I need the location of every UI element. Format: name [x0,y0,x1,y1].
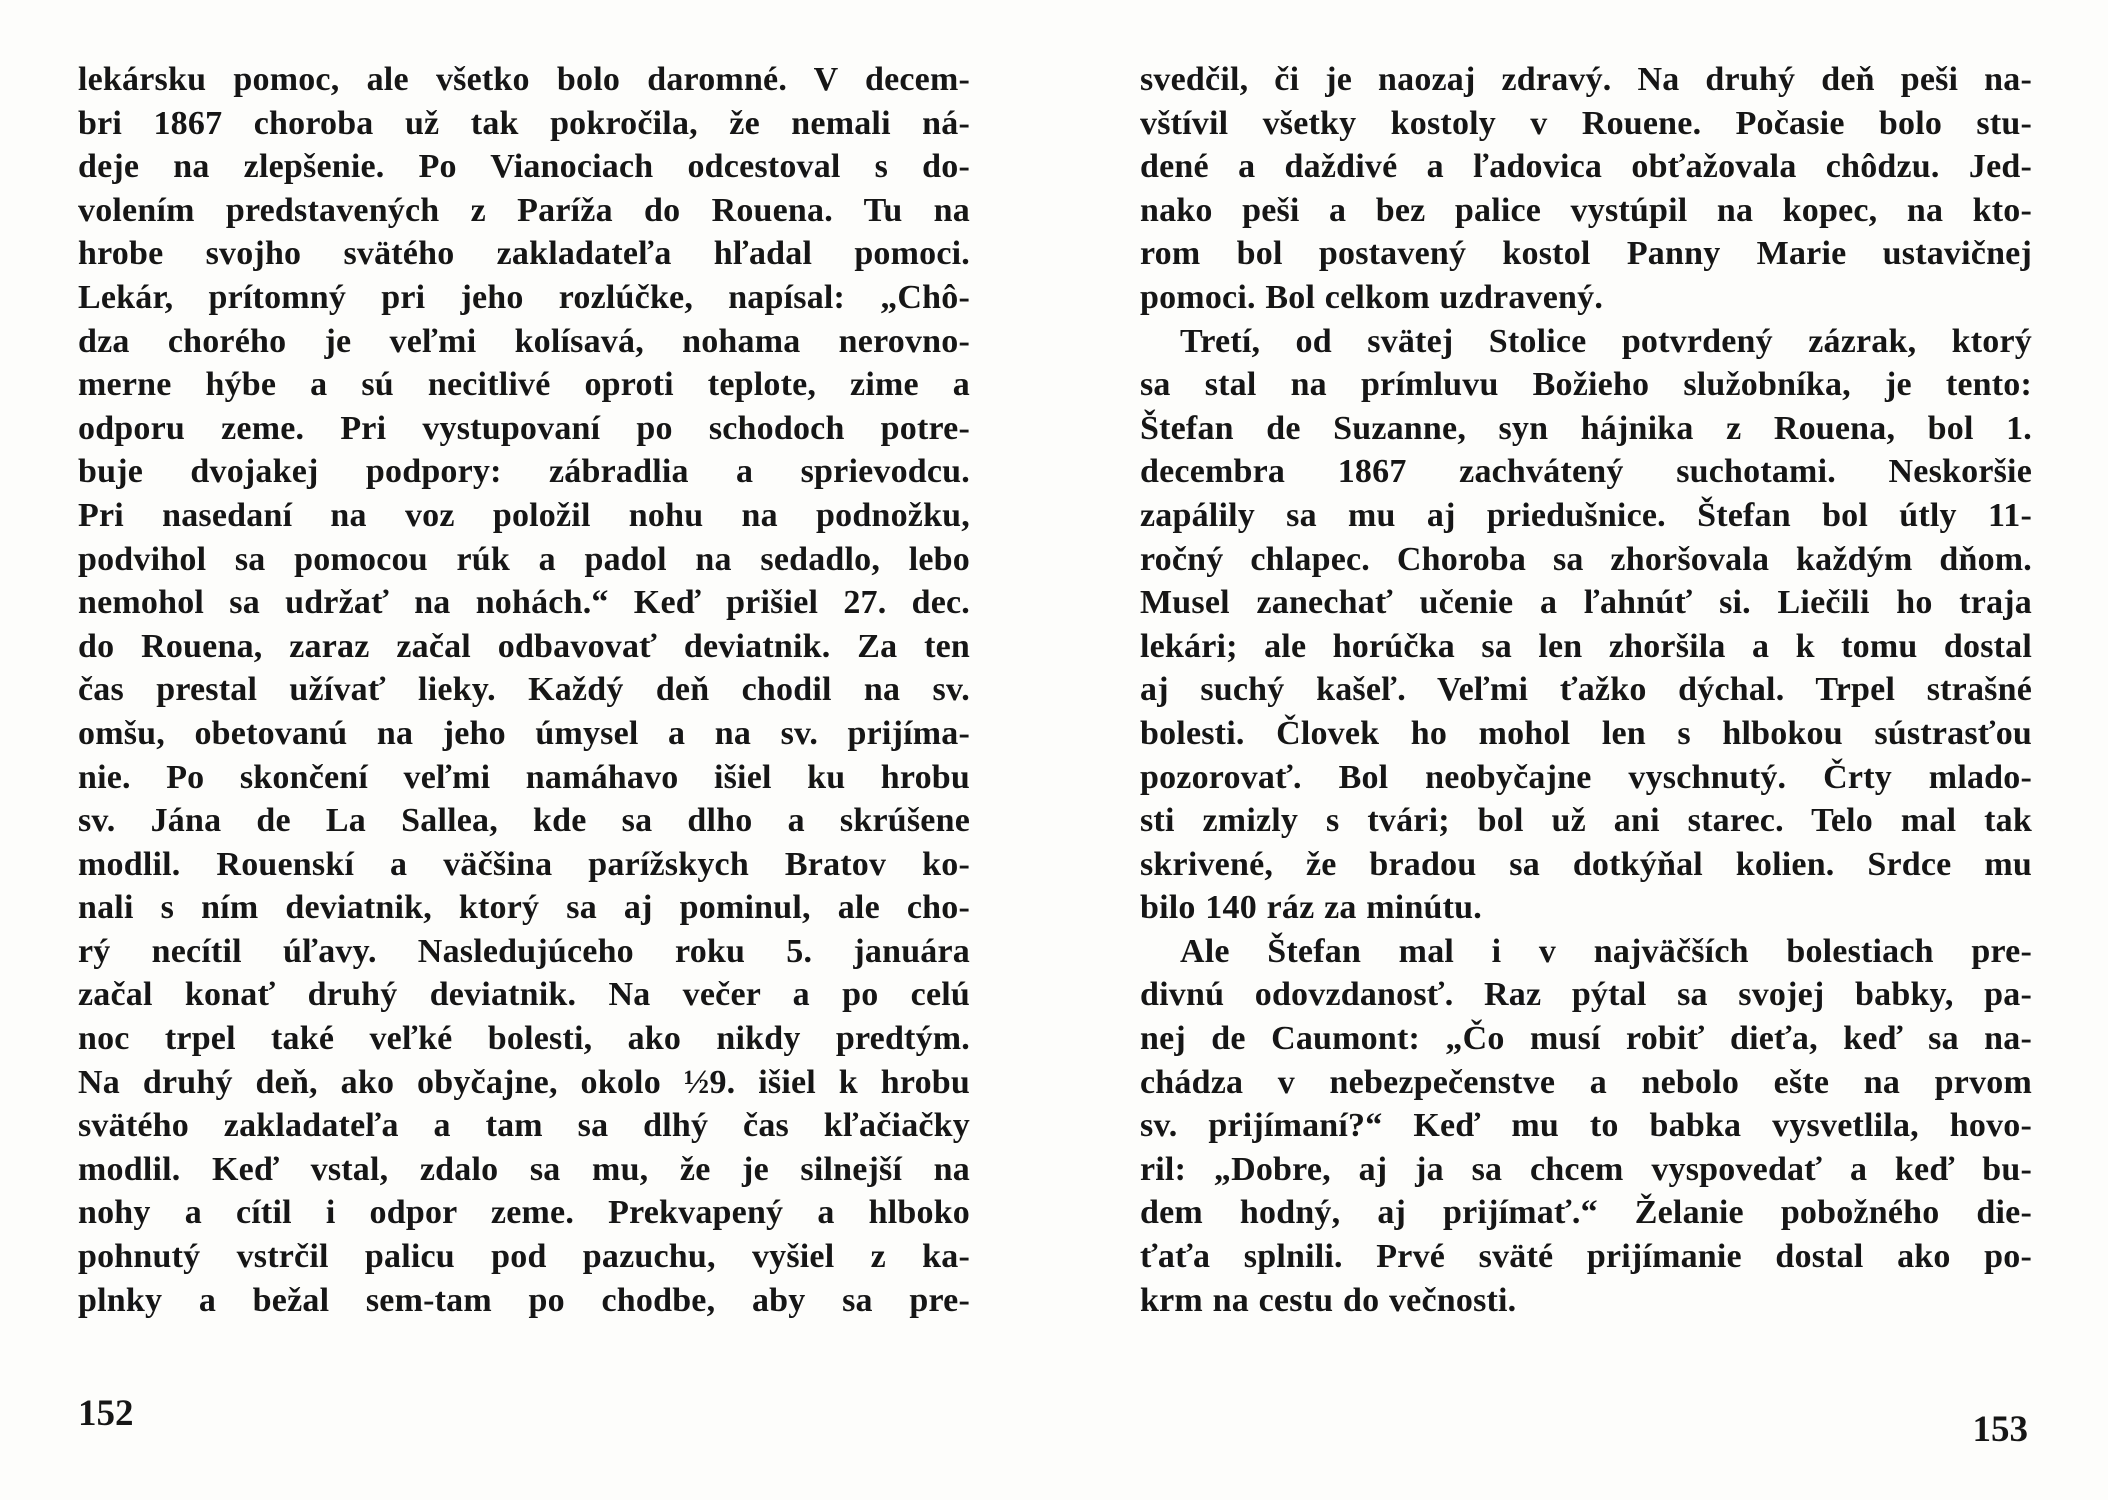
text-line: buje dvojakej podpory: zábradlia a sprievodcu. [78,453,970,491]
text-line: plnky a bežal sem-tam po chodbe, aby sa pre- [78,1281,970,1319]
text-line: vštívil všetky kostoly v Rouene. Počasie bolo stu- [1140,104,2032,142]
text-line: modlil. Keď vstal, zdalo sa mu, že je silnejší na [78,1150,970,1188]
page-left-text [78,58,970,1322]
text-line: nohy a cítil i odpor zeme. Prekvapený a hlboko [78,1194,970,1232]
text-line: dem hodný, aj prijímať.“ Želanie pobožného die- [1140,1194,2032,1232]
text-line: pozorovať. Bol neobyčajne vyschnutý. Črty mlado- [1140,758,2032,796]
page-right-text [1140,58,2032,1322]
text-line: modlil. Rouenskí a väčšina parížskych Bratov ko- [78,845,970,883]
text-line: chádza v nebezpečenstve a nebolo ešte na prvom [1140,1063,2032,1101]
text-line: krm na cestu do večnosti. [1140,1281,1517,1319]
text-line: odporu zeme. Pri vystupovaní po schodoch potre- [78,409,970,447]
text-line: sv. Jána de La Sallea, kde sa dlho a skrúšene [78,802,970,840]
text-line: rý necítil úľavy. Nasledujúceho roku 5. januára [78,932,970,970]
text-line: dené a daždivé a ľadovica obťažovala chôdzu. Jed- [1140,148,2032,186]
text-line: svätého zakladateľa a tam sa dlhý čas kľačiačky [78,1107,970,1145]
text-line: volením predstavených z Paríža do Rouena. Tu na [78,191,970,229]
text-line: do Rouena, zaraz začal odbavovať deviatnik. Za ten [78,627,970,665]
text-line: Pri nasedaní na voz položil nohu na podnožku, [78,496,970,534]
text-line: Tretí, od svätej Stolice potvrdený zázrak, ktorý [1180,322,2032,360]
text-line: divnú odovzdanosť. Raz pýtal sa svojej babky, pa- [1140,976,2032,1014]
text-line: hrobe svojho svätého zakladateľa hľadal pomoci. [78,235,970,273]
text-line: Štefan de Suzanne, syn hájnika z Rouena, bol 1. [1140,409,2032,447]
text-line: decembra 1867 zachvátený suchotami. Neskoršie [1140,453,2032,491]
text-line: skrivené, že bradou sa dotkýňal kolien. Srdce mu [1140,845,2032,883]
text-line: rom bol postavený kostol Panny Marie ustavičnej [1140,235,2032,273]
text-line: ril: „Dobre, aj ja sa chcem vyspovedať a keď bu- [1140,1150,2032,1188]
text-line: Musel zanechať učenie a ľahnúť si. Liečili ho traja [1140,584,2032,622]
text-line: noc trpel také veľké bolesti, ako nikdy predtým. [78,1020,970,1058]
text-line: lekársku pomoc, ale všetko bolo daromné. V decem- [78,61,970,98]
text-line: nie. Po skončení veľmi namáhavo išiel ku hrobu [78,758,970,796]
text-line: aj suchý kašeľ. Veľmi ťažko dýchal. Trpel strašné [1140,671,2032,709]
text-line: Lekár, prítomný pri jeho rozlúčke, napísal: „Chô- [78,278,970,316]
text-line: bilo 140 ráz za minútu. [1140,889,1482,927]
text-line: deje na zlepšenie. Po Vianociach odcestoval s do- [78,148,970,186]
text-line: Ale Štefan mal i v najväčších bolestiach pre- [1180,932,2032,970]
text-line: sti zmizly s tvári; bol už ani starec. Telo mal tak [1140,802,2032,840]
text-line: bolesti. Človek ho mohol len s hlbokou sústrasťou [1140,714,2032,752]
text-line: svedčil, či je naozaj zdravý. Na druhý deň peši na- [1140,61,2032,98]
text-line: omšu, obetovanú na jeho úmysel a na sv. prijíma- [78,714,970,752]
page-number-right: 153 [1972,1409,2028,1450]
text-line: sa stal na prímluvu Božieho služobníka, je tento: [1140,366,2032,404]
page-right [1054,0,2108,1500]
text-line: pomoci. Bol celkom uzdravený. [1140,278,1604,316]
text-line: merne hýbe a sú necitlivé oproti teplote, zime a [78,366,970,404]
text-line: čas prestal užívať lieky. Každý deň chodil na sv. [78,671,970,709]
text-line: začal konať druhý deviatnik. Na večer a po celú [78,976,970,1014]
text-line: pohnutý vstrčil palicu pod pazuchu, vyšiel z ka- [78,1238,970,1276]
text-line: ročný chlapec. Choroba sa zhoršovala každým dňom. [1140,540,2032,578]
text-line: nali s ním deviatnik, ktorý sa aj pominul, ale cho- [78,889,970,927]
text-line: ťaťa splnili. Prvé sväté prijímanie dostal ako po- [1140,1238,2032,1276]
text-line: nako peši a bez palice vystúpil na kopec, na kto- [1140,191,2032,229]
text-line: zapálily sa mu aj priedušnice. Štefan bol útly 11- [1140,496,2032,534]
page-number-left: 152 [78,1393,134,1434]
text-line: nej de Caumont: „Čo musí robiť dieťa, keď sa na- [1140,1020,2032,1058]
text-line: podvihol sa pomocou rúk a padol na sedadlo, lebo [78,540,970,578]
text-line: dza chorého je veľmi kolísavá, nohama nerovno- [78,322,970,360]
text-line: nemohol sa udržať na nohách.“ Keď prišiel 27. dec. [78,584,970,622]
text-line: Na druhý deň, ako obyčajne, okolo ½9. išiel k hrobu [78,1063,970,1101]
text-line: bri 1867 choroba už tak pokročila, že nemali ná- [78,104,970,142]
text-line: sv. prijímaní?“ Keď mu to babka vysvetlila, hovo- [1140,1107,2032,1145]
text-line: lekári; ale horúčka sa len zhoršila a k tomu dostal [1140,627,2032,665]
